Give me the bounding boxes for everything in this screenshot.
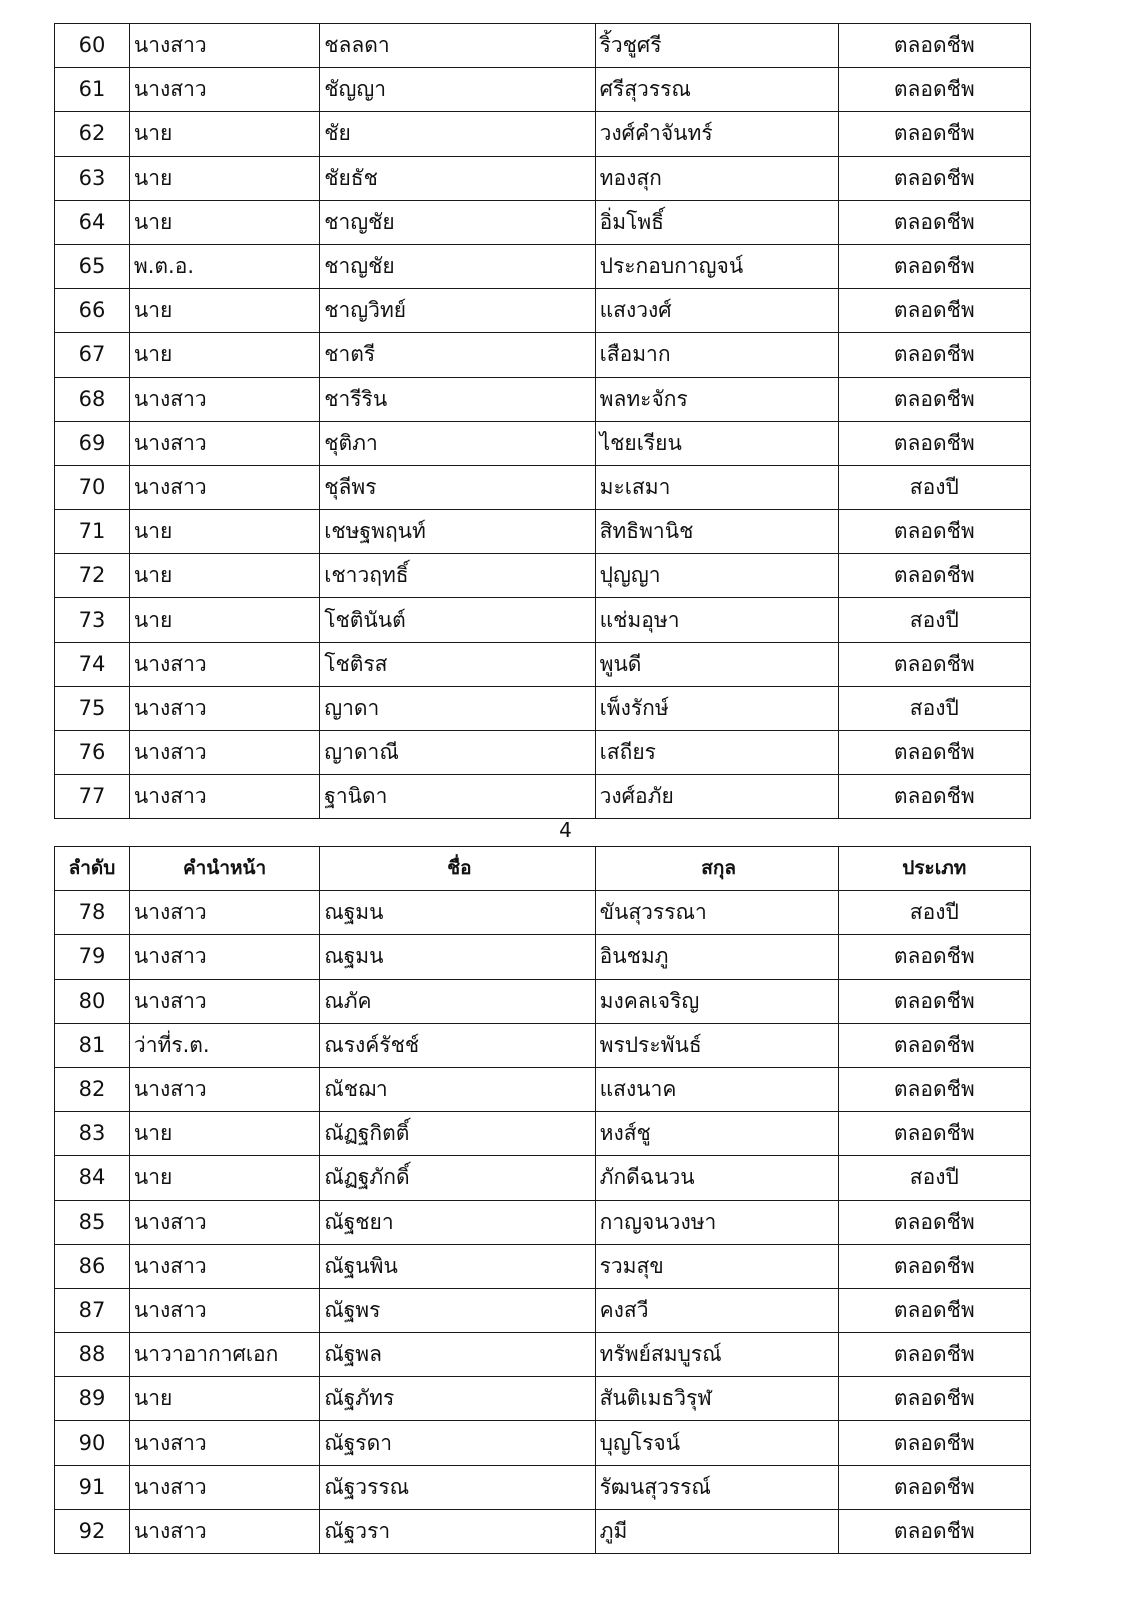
cell-prefix: นาย	[129, 333, 319, 377]
cell-type: ตลอดชีพ	[838, 1377, 1030, 1421]
cell-type: ตลอดชีพ	[838, 1200, 1030, 1244]
cell-prefix: นาย	[129, 598, 319, 642]
table-row	[55, 510, 1031, 554]
cell-prefix: นางสาว	[129, 1200, 319, 1244]
cell-no: 74	[55, 642, 130, 686]
cell-first-name: ชัญญา	[320, 68, 595, 112]
cell-no: 66	[55, 289, 130, 333]
cell-last-name: คงสวี	[595, 1288, 838, 1332]
table-row	[55, 333, 1031, 377]
cell-last-name: วงศ์อภัย	[595, 775, 838, 819]
table-row	[55, 1200, 1031, 1244]
cell-prefix: นาย	[129, 1112, 319, 1156]
table-row	[55, 200, 1031, 244]
cell-prefix: นางสาว	[129, 421, 319, 465]
cell-first-name: ชัย	[320, 112, 595, 156]
cell-last-name: พรประพันธ์	[595, 1023, 838, 1067]
cell-no: 86	[55, 1244, 130, 1288]
cell-type: ตลอดชีพ	[838, 935, 1030, 979]
cell-first-name: ฐานิดา	[320, 775, 595, 819]
cell-first-name: โชตินันต์	[320, 598, 595, 642]
cell-type: ตลอดชีพ	[838, 244, 1030, 288]
table-row	[55, 979, 1031, 1023]
cell-prefix: นาย	[129, 156, 319, 200]
table-row	[55, 554, 1031, 598]
cell-type: ตลอดชีพ	[838, 24, 1030, 68]
table-row	[55, 1023, 1031, 1067]
cell-prefix: นางสาว	[129, 935, 319, 979]
cell-first-name: ญาดา	[320, 686, 595, 730]
cell-first-name: ณัฐชยา	[320, 1200, 595, 1244]
cell-no: 84	[55, 1156, 130, 1200]
cell-last-name: ศรีสุวรรณ	[595, 68, 838, 112]
table-row	[55, 112, 1031, 156]
cell-prefix: นางสาว	[129, 642, 319, 686]
cell-last-name: พลทะจักร	[595, 377, 838, 421]
table-row	[55, 24, 1031, 68]
cell-last-name: ประกอบกาญจน์	[595, 244, 838, 288]
page-number: 4	[559, 818, 572, 842]
cell-no: 88	[55, 1333, 130, 1377]
table-row	[55, 244, 1031, 288]
cell-prefix: นางสาว	[129, 1067, 319, 1111]
member-table-continued	[54, 23, 1031, 819]
cell-last-name: กาญจนวงษา	[595, 1200, 838, 1244]
cell-type: ตลอดชีพ	[838, 1333, 1030, 1377]
table-row	[55, 891, 1031, 935]
cell-last-name: บุญโรจน์	[595, 1421, 838, 1465]
cell-last-name: แช่มอุษา	[595, 598, 838, 642]
cell-last-name: ทองสุก	[595, 156, 838, 200]
table-row	[55, 1156, 1031, 1200]
cell-last-name: เสือมาก	[595, 333, 838, 377]
cell-last-name: พูนดี	[595, 642, 838, 686]
cell-last-name: มงคลเจริญ	[595, 979, 838, 1023]
cell-prefix: นางสาว	[129, 465, 319, 509]
cell-no: 68	[55, 377, 130, 421]
cell-type: ตลอดชีพ	[838, 421, 1030, 465]
table-row	[55, 1244, 1031, 1288]
cell-last-name: เพ็งรักษ์	[595, 686, 838, 730]
table-row	[55, 1465, 1031, 1509]
cell-prefix: นางสาว	[129, 979, 319, 1023]
header-prefix: คำนำหน้า	[129, 847, 319, 891]
table-row	[55, 935, 1031, 979]
cell-prefix: นางสาว	[129, 1465, 319, 1509]
cell-type: สองปี	[838, 598, 1030, 642]
cell-type: ตลอดชีพ	[838, 1112, 1030, 1156]
cell-type: ตลอดชีพ	[838, 112, 1030, 156]
cell-no: 69	[55, 421, 130, 465]
table-row	[55, 421, 1031, 465]
cell-prefix: นาย	[129, 1156, 319, 1200]
cell-type: ตลอดชีพ	[838, 642, 1030, 686]
cell-no: 73	[55, 598, 130, 642]
cell-prefix: นางสาว	[129, 24, 319, 68]
table-row	[55, 377, 1031, 421]
cell-prefix: นางสาว	[129, 686, 319, 730]
cell-type: ตลอดชีพ	[838, 979, 1030, 1023]
cell-first-name: ณฐมน	[320, 935, 595, 979]
cell-first-name: เชาวฤทธิ์	[320, 554, 595, 598]
member-table	[54, 846, 1031, 1554]
cell-type: สองปี	[838, 1156, 1030, 1200]
cell-type: ตลอดชีพ	[838, 1023, 1030, 1067]
cell-first-name: ชาญชัย	[320, 244, 595, 288]
cell-first-name: ณัฐวรา	[320, 1509, 595, 1553]
header-no: ลำดับ	[55, 847, 130, 891]
cell-first-name: ณัฐภัทร	[320, 1377, 595, 1421]
cell-last-name: ทรัพย์สมบูรณ์	[595, 1333, 838, 1377]
cell-first-name: ณภัค	[320, 979, 595, 1023]
table-row	[55, 156, 1031, 200]
cell-last-name: ริ้วชูศรี	[595, 24, 838, 68]
cell-prefix: พ.ต.อ.	[129, 244, 319, 288]
cell-last-name: สิทธิพานิช	[595, 510, 838, 554]
cell-last-name: รวมสุข	[595, 1244, 838, 1288]
table-row	[55, 1377, 1031, 1421]
table-header-row	[55, 847, 1031, 891]
cell-first-name: ชุติภา	[320, 421, 595, 465]
cell-first-name: ชารีริน	[320, 377, 595, 421]
cell-prefix: นาย	[129, 510, 319, 554]
cell-type: สองปี	[838, 686, 1030, 730]
cell-no: 72	[55, 554, 130, 598]
table-row	[55, 289, 1031, 333]
cell-no: 78	[55, 891, 130, 935]
cell-type: สองปี	[838, 465, 1030, 509]
cell-type: ตลอดชีพ	[838, 289, 1030, 333]
cell-last-name: ภูมี	[595, 1509, 838, 1553]
cell-prefix: นาย	[129, 554, 319, 598]
cell-prefix: นางสาว	[129, 731, 319, 775]
cell-first-name: ณัฏฐภักดิ์	[320, 1156, 595, 1200]
cell-last-name: อิ่มโพธิ์	[595, 200, 838, 244]
table-row	[55, 1112, 1031, 1156]
cell-prefix: นางสาว	[129, 1421, 319, 1465]
cell-no: 64	[55, 200, 130, 244]
header-last-name: สกุล	[595, 847, 838, 891]
cell-prefix: นาย	[129, 200, 319, 244]
cell-last-name: เสถียร	[595, 731, 838, 775]
cell-last-name: หงส์ชู	[595, 1112, 838, 1156]
cell-no: 76	[55, 731, 130, 775]
cell-type: ตลอดชีพ	[838, 1465, 1030, 1509]
cell-last-name: ไชยเรียน	[595, 421, 838, 465]
cell-no: 89	[55, 1377, 130, 1421]
table-row	[55, 731, 1031, 775]
cell-prefix: นางสาว	[129, 1509, 319, 1553]
cell-type: ตลอดชีพ	[838, 1067, 1030, 1111]
cell-prefix: นางสาว	[129, 775, 319, 819]
cell-last-name: รัฒนสุวรรณ์	[595, 1465, 838, 1509]
cell-prefix: นาย	[129, 1377, 319, 1421]
cell-first-name: ณฐมน	[320, 891, 595, 935]
cell-last-name: ปุญญา	[595, 554, 838, 598]
cell-type: ตลอดชีพ	[838, 1288, 1030, 1332]
cell-no: 63	[55, 156, 130, 200]
cell-first-name: ชาตรี	[320, 333, 595, 377]
cell-prefix: นาย	[129, 112, 319, 156]
cell-first-name: ณรงค์รัชช์	[320, 1023, 595, 1067]
cell-first-name: ณัฐวรรณ	[320, 1465, 595, 1509]
cell-first-name: ชาญชัย	[320, 200, 595, 244]
cell-type: ตลอดชีพ	[838, 377, 1030, 421]
member-table-continued-body	[55, 24, 1031, 819]
cell-first-name: ณัฐพล	[320, 1333, 595, 1377]
cell-no: 82	[55, 1067, 130, 1111]
cell-no: 60	[55, 24, 130, 68]
cell-no: 71	[55, 510, 130, 554]
table-row	[55, 775, 1031, 819]
cell-last-name: ภักดีฉนวน	[595, 1156, 838, 1200]
cell-no: 75	[55, 686, 130, 730]
cell-prefix: นางสาว	[129, 377, 319, 421]
cell-type: ตลอดชีพ	[838, 333, 1030, 377]
cell-type: ตลอดชีพ	[838, 156, 1030, 200]
cell-first-name: เชษฐพฤนท์	[320, 510, 595, 554]
table-row	[55, 686, 1031, 730]
cell-last-name: ขันสุวรรณา	[595, 891, 838, 935]
cell-last-name: มะเสมา	[595, 465, 838, 509]
cell-type: ตลอดชีพ	[838, 554, 1030, 598]
cell-no: 81	[55, 1023, 130, 1067]
table-row	[55, 642, 1031, 686]
cell-prefix: นางสาว	[129, 1288, 319, 1332]
cell-no: 61	[55, 68, 130, 112]
cell-first-name: ชลลดา	[320, 24, 595, 68]
cell-last-name: อินชมภู	[595, 935, 838, 979]
cell-type: ตลอดชีพ	[838, 68, 1030, 112]
table-row	[55, 1509, 1031, 1553]
cell-prefix: ว่าที่ร.ต.	[129, 1023, 319, 1067]
cell-first-name: ชุลีพร	[320, 465, 595, 509]
cell-type: ตลอดชีพ	[838, 1244, 1030, 1288]
cell-first-name: ณัฐพร	[320, 1288, 595, 1332]
cell-prefix: นางสาว	[129, 68, 319, 112]
table-row	[55, 1288, 1031, 1332]
cell-prefix: นางสาว	[129, 1244, 319, 1288]
cell-type: ตลอดชีพ	[838, 200, 1030, 244]
cell-type: สองปี	[838, 891, 1030, 935]
cell-first-name: ญาดาณี	[320, 731, 595, 775]
cell-first-name: ณัชฌา	[320, 1067, 595, 1111]
member-table-body	[55, 891, 1031, 1554]
cell-first-name: ณัฐนพิน	[320, 1244, 595, 1288]
table-row	[55, 465, 1031, 509]
table-row	[55, 1067, 1031, 1111]
cell-prefix: นาย	[129, 289, 319, 333]
cell-no: 85	[55, 1200, 130, 1244]
cell-no: 77	[55, 775, 130, 819]
cell-no: 83	[55, 1112, 130, 1156]
cell-first-name: ณัฐรดา	[320, 1421, 595, 1465]
cell-no: 70	[55, 465, 130, 509]
cell-type: ตลอดชีพ	[838, 1509, 1030, 1553]
cell-no: 62	[55, 112, 130, 156]
header-first-name: ชื่อ	[320, 847, 595, 891]
cell-type: ตลอดชีพ	[838, 1421, 1030, 1465]
cell-last-name: สันติเมธวิรุฬ	[595, 1377, 838, 1421]
cell-no: 91	[55, 1465, 130, 1509]
cell-prefix: นางสาว	[129, 891, 319, 935]
cell-last-name: วงศ์คำจันทร์	[595, 112, 838, 156]
table-row	[55, 1421, 1031, 1465]
cell-first-name: ณัฏฐกิตติ์	[320, 1112, 595, 1156]
cell-type: ตลอดชีพ	[838, 731, 1030, 775]
table-row	[55, 68, 1031, 112]
header-type: ประเภท	[838, 847, 1030, 891]
cell-no: 92	[55, 1509, 130, 1553]
cell-no: 80	[55, 979, 130, 1023]
table-row	[55, 598, 1031, 642]
cell-first-name: ชาญวิทย์	[320, 289, 595, 333]
cell-no: 90	[55, 1421, 130, 1465]
cell-prefix: นาวาอากาศเอก	[129, 1333, 319, 1377]
cell-first-name: ชัยธัช	[320, 156, 595, 200]
cell-no: 87	[55, 1288, 130, 1332]
cell-no: 79	[55, 935, 130, 979]
cell-last-name: แสงนาค	[595, 1067, 838, 1111]
table-row	[55, 1333, 1031, 1377]
cell-no: 67	[55, 333, 130, 377]
cell-type: ตลอดชีพ	[838, 775, 1030, 819]
cell-no: 65	[55, 244, 130, 288]
cell-type: ตลอดชีพ	[838, 510, 1030, 554]
cell-last-name: แสงวงศ์	[595, 289, 838, 333]
cell-first-name: โชติรส	[320, 642, 595, 686]
